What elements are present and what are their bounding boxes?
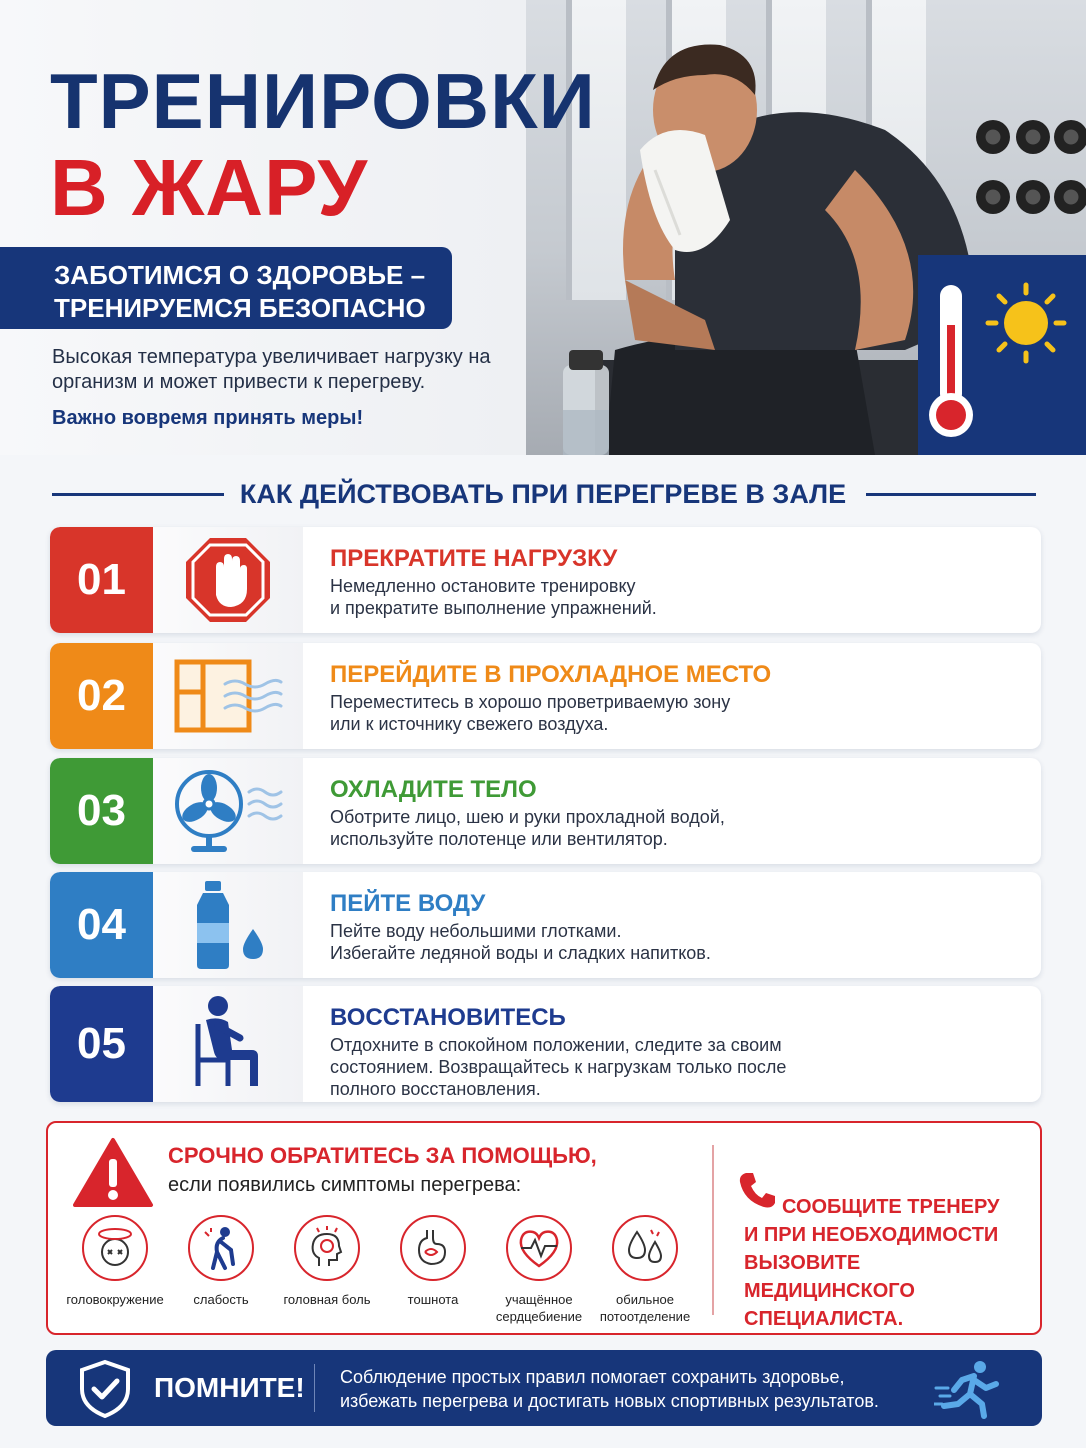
- symptom-label: [484, 1291, 594, 1325]
- symptom-label: [378, 1291, 488, 1308]
- step-number: 02: [50, 643, 153, 749]
- step-text: [330, 776, 1020, 850]
- sweat-drops-icon: [612, 1215, 678, 1281]
- call-line: СПЕЦИАЛИСТА.: [744, 1308, 904, 1330]
- step-number: 04: [50, 872, 153, 978]
- seated-person-icon: [153, 986, 303, 1102]
- step-description-line: состоянием. Возвращайтесь к нагрузкам только после: [330, 1057, 787, 1077]
- step-description-line: Оботрите лицо, шею и руки прохладной водой,: [330, 807, 725, 827]
- symptom-item: [378, 1215, 488, 1308]
- weakness-icon: [188, 1215, 254, 1281]
- step-card: [50, 758, 1041, 864]
- poster-title-line1: ТРЕНИРОВКИ: [50, 57, 596, 145]
- warning-title: СРОЧНО ОБРАТИТЕСЬ ЗА ПОМОЩЬЮ,: [168, 1143, 597, 1168]
- heat-icon-panel: [918, 255, 1086, 455]
- heartbeat-icon: [506, 1215, 572, 1281]
- warning-divider: [712, 1145, 714, 1315]
- step-description-line: Немедленно остановите тренировку: [330, 576, 636, 596]
- symptom-item: [166, 1215, 276, 1308]
- intro-emphasis: Важно вовремя принять меры!: [52, 407, 364, 429]
- thermometer-sun-icon: [918, 255, 1086, 455]
- step-number: 03: [50, 758, 153, 864]
- step-number: 01: [50, 527, 153, 633]
- symptom-label-line: учащённое: [505, 1292, 573, 1307]
- water-bottle-icon: [153, 872, 303, 978]
- headache-icon: [294, 1215, 360, 1281]
- symptom-label: [166, 1291, 276, 1308]
- footer-divider: [314, 1364, 315, 1412]
- warning-subtitle: если появились симптомы перегрева:: [168, 1174, 522, 1196]
- shield-check-icon: [78, 1359, 132, 1419]
- window-breeze-icon: [153, 643, 303, 749]
- call-line: СООБЩИТЕ ТРЕНЕРУ: [782, 1196, 1000, 1218]
- poster-title-line2: В ЖАРУ: [50, 143, 369, 232]
- hero-section: [0, 0, 1086, 455]
- step-title: ПРЕКРАТИТЕ НАГРУЗКУ: [330, 545, 618, 572]
- step-text: [330, 545, 1020, 619]
- reminder-line: Соблюдение простых правил помогает сохранить здоровье,: [340, 1367, 845, 1387]
- slogan-banner: [0, 247, 452, 329]
- step-card: [50, 527, 1041, 633]
- step-title: ОХЛАДИТЕ ТЕЛО: [330, 776, 537, 803]
- section-title: КАК ДЕЙСТВОВАТЬ ПРИ ПЕРЕГРЕВЕ В ЗАЛЕ: [239, 479, 847, 509]
- reminder-text: [340, 1365, 930, 1413]
- reminder-line: избежать перегрева и достигать новых спортивных результатов.: [340, 1391, 879, 1411]
- call-line: ВЫЗОВИТЕ МЕДИЦИНСКОГО: [744, 1252, 915, 1302]
- step-card: [50, 986, 1041, 1102]
- nausea-icon: [400, 1215, 466, 1281]
- step-description-line: и прекратите выполнение упражнений.: [330, 598, 657, 618]
- step-title: ВОССТАНОВИТЕСЬ: [330, 1004, 566, 1031]
- runner-icon: [934, 1358, 1004, 1420]
- symptom-label-line: обильное: [616, 1292, 674, 1307]
- step-description-line: или к источнику свежего воздуха.: [330, 714, 609, 734]
- symptom-label: [590, 1291, 700, 1325]
- step-description-line: Пейте воду небольшими глотками.: [330, 921, 622, 941]
- fan-icon: [153, 758, 303, 864]
- call-instructions: [744, 1193, 1034, 1333]
- dizziness-icon: [82, 1215, 148, 1281]
- symptom-item: [60, 1215, 170, 1308]
- step-text: [330, 1004, 1020, 1100]
- slogan-line1: ЗАБОТИМСЯ О ЗДОРОВЬЕ –: [54, 260, 426, 290]
- symptom-label: [272, 1291, 382, 1308]
- symptom-item: [484, 1215, 594, 1325]
- warning-panel: [46, 1121, 1042, 1335]
- stop-hand-icon: [153, 527, 303, 633]
- step-description-line: используйте полотенце или вентилятор.: [330, 829, 668, 849]
- symptom-item: [590, 1215, 700, 1325]
- call-line: И ПРИ НЕОБХОДИМОСТИ: [744, 1224, 999, 1246]
- step-card: [50, 643, 1041, 749]
- slogan-line2: ТРЕНИРУЕМСЯ БЕЗОПАСНО: [54, 293, 426, 323]
- step-description-line: Отдохните в спокойном положении, следите за своим: [330, 1035, 782, 1055]
- step-description-line: полного восстановления.: [330, 1079, 541, 1099]
- reminder-title: ПОМНИТЕ!: [154, 1372, 305, 1403]
- symptom-label-line: головная боль: [283, 1292, 371, 1307]
- warning-triangle-icon: [72, 1137, 154, 1209]
- step-description-line: Избегайте ледяной воды и сладких напитков.: [330, 943, 711, 963]
- step-title: ПЕЙТЕ ВОДУ: [330, 890, 486, 917]
- symptom-label-line: тошнота: [407, 1292, 459, 1307]
- step-number: 05: [50, 986, 153, 1102]
- symptom-label-line: головокружение: [66, 1292, 164, 1307]
- step-text: [330, 661, 1020, 735]
- symptom-label-line: сердцебиение: [495, 1309, 583, 1324]
- step-text: [330, 890, 1020, 964]
- symptom-label-line: слабость: [193, 1292, 249, 1307]
- symptom-label-line: потоотделение: [599, 1309, 691, 1324]
- intro-text: Высокая температура увеличивает нагрузку на организм и может привести к перегреву.: [52, 346, 491, 393]
- symptom-item: [272, 1215, 382, 1308]
- step-card: [50, 872, 1041, 978]
- step-title: ПЕРЕЙДИТЕ В ПРОХЛАДНОЕ МЕСТО: [330, 661, 772, 688]
- step-description-line: Переместитесь в хорошо проветриваемую зону: [330, 692, 731, 712]
- reminder-footer: [46, 1350, 1042, 1426]
- symptom-label: [60, 1291, 170, 1308]
